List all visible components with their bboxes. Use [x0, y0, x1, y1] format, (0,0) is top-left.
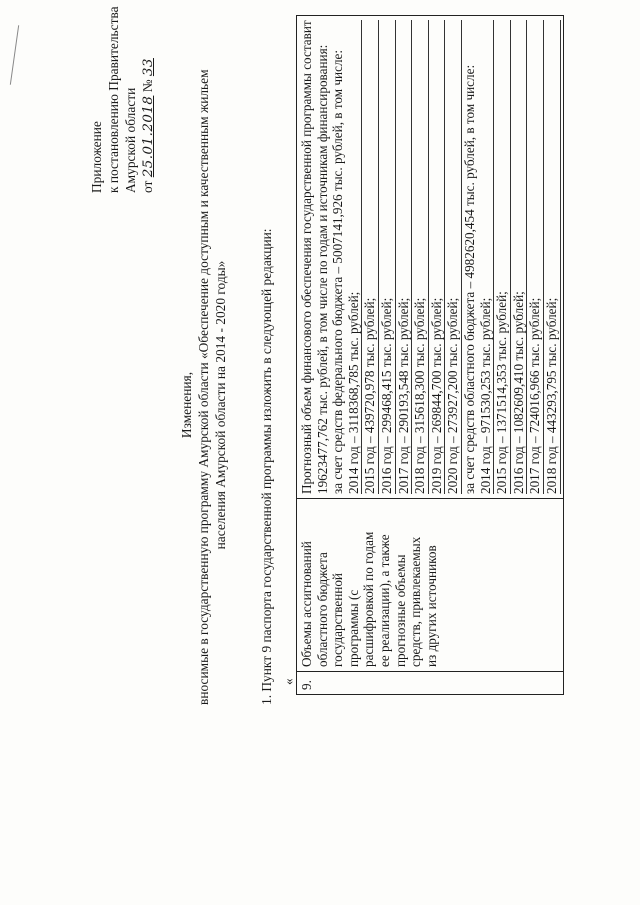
handwritten-number: 33 — [141, 58, 156, 77]
date-prefix: от — [140, 180, 155, 193]
label-line: Объемы ассигнований — [299, 541, 314, 667]
heading-line-2: вносимые в государственную программу Амурской области «Обеспечение доступным и качественным жильем — [196, 69, 211, 705]
handwritten-date: 25.01.2018 — [141, 95, 156, 178]
document-heading — [178, 69, 229, 705]
content-line: за счет средств федерального бюджета – 5007141,926 тыс. рублей, в том числе: — [330, 49, 346, 494]
content-line: 2014 год – 3118368,785 тыс. рублей; — [346, 20, 363, 494]
opening-quote: « — [281, 678, 296, 685]
content-line: Прогнозный объем финансового обеспечения государственной программы составит — [299, 20, 314, 494]
appendix-date-line — [139, 0, 157, 193]
row-label-cell — [297, 499, 564, 672]
point-instruction: 1. Пункт 9 паспорта государственной программы изложить в следующей редакции: — [259, 228, 274, 705]
content-line: 2016 год – 1082609,410 тыс. рублей; — [511, 20, 528, 494]
row-content-cell — [297, 16, 564, 499]
content-line: 2017 год – 290193,548 тыс. рублей; — [396, 20, 413, 494]
content-line: 2016 год – 299468,415 тыс. рублей; — [379, 20, 396, 494]
scan-artifact-line — [10, 25, 19, 85]
label-line: ее реализации), а также — [376, 534, 392, 667]
label-line: программы (с — [345, 589, 361, 667]
appendix-region-line: Амурской области — [123, 87, 138, 193]
content-line: 2019 год – 269844,700 тыс. рублей; — [429, 20, 446, 494]
content-line: 2015 год – 1371514,353 тыс. рублей; — [494, 20, 511, 494]
heading-title: Изменения, — [179, 371, 194, 439]
label-line: из других источников — [423, 545, 439, 667]
appendix-block — [88, 0, 157, 193]
passport-table — [296, 15, 564, 695]
label-line: областного бюджета — [314, 552, 330, 667]
content-line: 19623477,762 тыс. рублей, в том числе по годам и источникам финансирования: — [314, 44, 330, 494]
label-line: государственной — [330, 573, 346, 667]
table-row — [297, 16, 564, 695]
row-number-cell — [297, 672, 564, 695]
content-line: 2017 год – 724016,966 тыс. рублей; — [527, 20, 544, 494]
content-line: за счет средств областного бюджета – 4982620,454 тыс. рублей, в том числе: — [461, 64, 477, 494]
content-line: 2018 год – 315618,300 тыс. рублей; — [412, 20, 429, 494]
appendix-resolution-line: к постановлению Правительства — [106, 6, 121, 193]
content-line: 2020 год – 273927,200 тыс. рублей; — [445, 20, 462, 494]
content-line: 2014 год – 971530,253 тыс. рублей; — [478, 20, 495, 494]
label-line: расшифровкой по годам — [361, 531, 377, 667]
row-number: 9. — [299, 680, 314, 690]
label-line: прогнозные объемы — [392, 554, 408, 667]
heading-line-3: населения Амурской области на 2014 - 2020 годы» — [213, 260, 228, 550]
content-line: 2015 год – 439720,978 тыс. рублей; — [362, 20, 379, 494]
number-sign: № — [140, 79, 155, 93]
appendix-title: Приложение — [89, 121, 104, 193]
label-line: средств, привлекаемых — [408, 536, 424, 667]
content-line: 2018 год – 443293,795 тыс. рублей; — [544, 20, 561, 494]
